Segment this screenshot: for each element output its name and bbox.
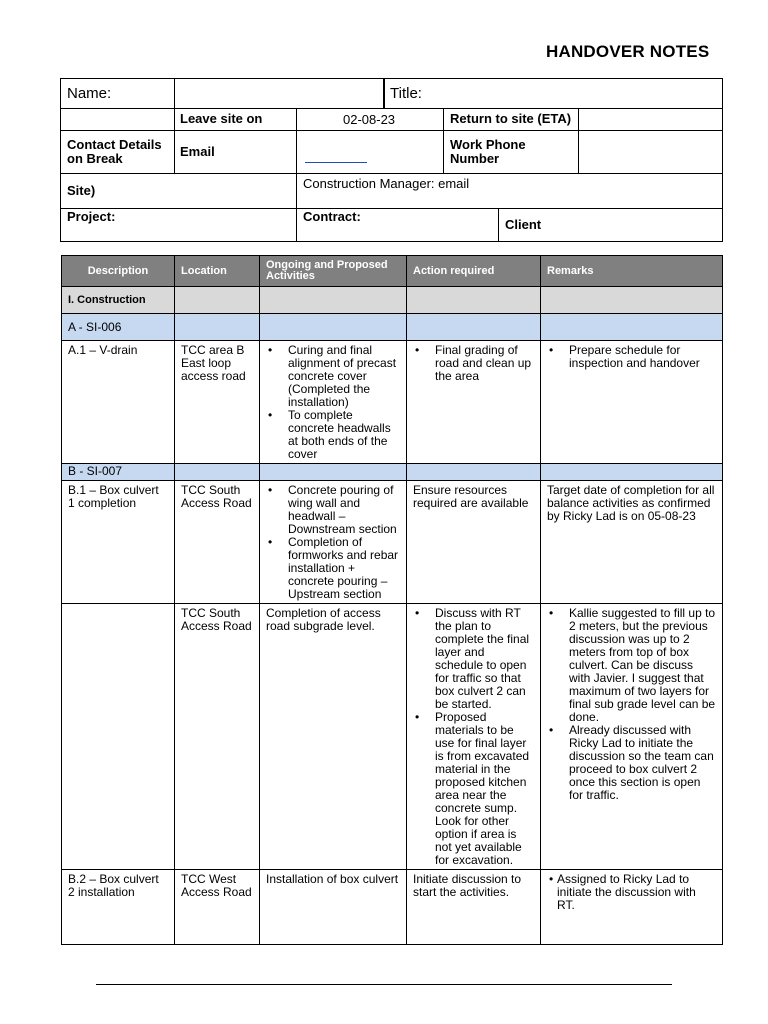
cell-action: Initiate discussion to start the activities. — [407, 870, 541, 945]
cell-description: B.2 – Box culvert 2 installation — [62, 870, 175, 945]
cell-activities: Completion of access road subgrade level. — [260, 604, 407, 870]
title-label: Title: — [390, 85, 422, 102]
cell-activities: Installation of box culvert — [260, 870, 407, 945]
list-item: • Assigned to Ricky Lad to initiate the discussion with RT. — [547, 873, 716, 912]
list-item: • Discuss with RT the plan to complete the final layer and schedule to open for traffic so that box culvert 2 can be started. — [413, 607, 534, 711]
subsection-label: A - SI-006 — [62, 314, 175, 341]
cell-activities — [260, 481, 407, 604]
project-label: Project: — [67, 209, 116, 224]
work-phone-label: Work Phone Number — [450, 137, 526, 166]
cell-remarks — [541, 341, 723, 464]
cell-location: TCC West Access Road — [175, 870, 260, 945]
cell-action — [407, 604, 541, 870]
subsection-row — [62, 314, 723, 341]
email-link-underline[interactable] — [305, 162, 367, 163]
list-item: • Proposed materials to be use for final layer is from excavated material in the proposed kitchen area near the concrete sump. Look for other option if area is not yet available for excavation. — [413, 711, 534, 867]
activities-table — [61, 255, 723, 945]
contact-details-label: Contact Details on Break — [67, 137, 162, 166]
footer-divider — [96, 984, 672, 985]
section-label: I. Construction — [62, 287, 175, 314]
subsection-row — [62, 464, 723, 481]
column-header: Action required — [407, 256, 541, 287]
name-label: Name: — [67, 85, 112, 102]
cell-description: B.1 – Box culvert 1 completion — [62, 481, 175, 604]
site-label: Site) — [67, 183, 96, 198]
cell-remarks — [541, 604, 723, 870]
cell-location: TCC South Access Road — [175, 481, 260, 604]
cell-description: A.1 – V-drain — [62, 341, 175, 464]
list-item: • To complete concrete headwalls at both ends of the cover — [266, 409, 400, 461]
table-row — [62, 604, 723, 870]
cell-location: TCC South Access Road — [175, 604, 260, 870]
cell-activities — [260, 341, 407, 464]
leave-site-value[interactable]: 02-08-23 — [343, 112, 396, 127]
table-row — [62, 870, 723, 945]
table-row — [62, 481, 723, 604]
cell-description — [62, 604, 175, 870]
column-header: Ongoing and Proposed Activities — [260, 256, 407, 287]
list-item: • Already discussed with Ricky Lad to initiate the discussion so the team can proceed to box culvert 2 once this section is open for traffic. — [547, 724, 716, 802]
construction-manager-text: Construction Manager: email — [303, 176, 470, 191]
list-item: • Final grading of road and clean up the area — [413, 344, 534, 383]
column-header: Description — [62, 256, 175, 287]
column-header: Remarks — [541, 256, 723, 287]
table-row — [62, 341, 723, 464]
cell-action — [407, 341, 541, 464]
subsection-label: B - SI-007 — [62, 464, 175, 481]
column-header: Location — [175, 256, 260, 287]
list-item: • Completion of formworks and rebar installation + concrete pouring – Upstream section — [266, 536, 400, 601]
list-item: • Curing and final alignment of precast concrete cover (Completed the installation) — [266, 344, 400, 409]
section-row — [62, 287, 723, 314]
return-to-site-label: Return to site (ETA) — [450, 111, 572, 126]
leave-site-label: Leave site on — [180, 111, 263, 126]
list-item: • Concrete pouring of wing wall and headwall – Downstream section — [266, 484, 400, 536]
cell-action: Ensure resources required are available — [407, 481, 541, 604]
header-info-table — [60, 78, 723, 242]
cell-location: TCC area B East loop access road — [175, 341, 260, 464]
cell-remarks — [541, 870, 723, 945]
client-label: Client — [505, 217, 542, 232]
list-item: • Kallie suggested to fill up to 2 meters, but the previous discussion was up to 2 meters from top of box culvert. Can be discuss with Javier. I suggest that maximum of two layers for final sub grade level can be done. — [547, 607, 716, 724]
table-header-row — [62, 256, 723, 287]
contract-label: Contract: — [303, 209, 361, 224]
list-item: • Prepare schedule for inspection and handover — [547, 344, 716, 370]
email-label: Email — [180, 144, 215, 159]
cell-remarks: Target date of completion for all balance activities as confirmed by Ricky Lad is on 05-08-23 — [541, 481, 723, 604]
document-title: HANDOVER NOTES — [546, 42, 710, 61]
